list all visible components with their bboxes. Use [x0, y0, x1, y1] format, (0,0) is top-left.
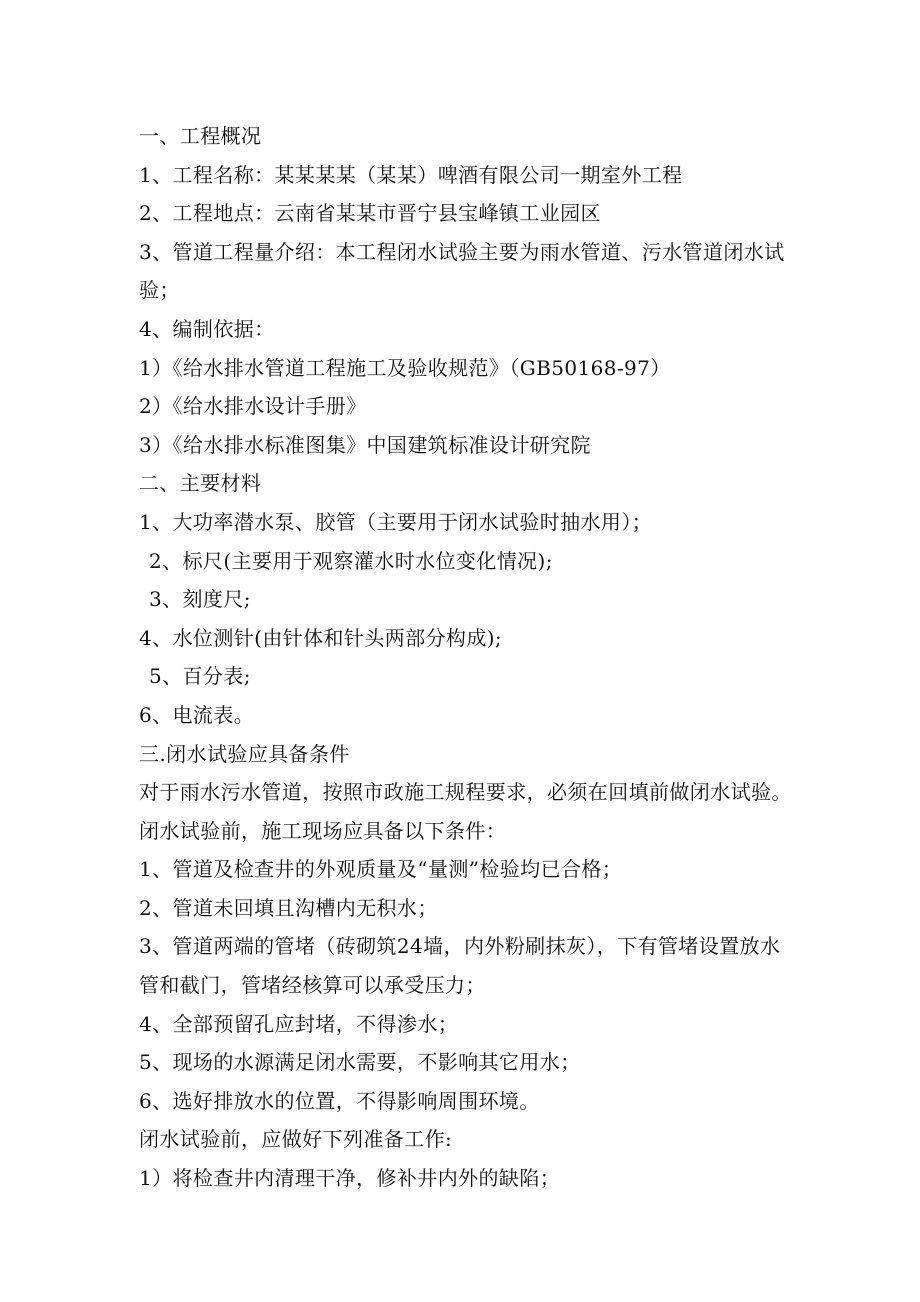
project-name-line: 1、工程名称：某某某某（某某）啤酒有限公司一期室外工程 [139, 162, 683, 187]
condition-item-3: 3、管道两端的管堵（砖砌筑24墙，内外粉刷抹灰），下有管堵设置放水管和截门，管堵经核算可以承受压力； [139, 934, 781, 998]
material-item-2: 2、标尺(主要用于观察灌水时水位变化情况); [149, 548, 553, 573]
condition-item-6: 6、选好排放水的位置，不得影响周围环境。 [139, 1088, 540, 1113]
condition-item-1: 1、管道及检查井的外观质量及“量测”检验均已合格； [139, 857, 623, 882]
preparation-heading-line: 闭水试验前，应做好下列准备工作: [139, 1127, 453, 1152]
condition-item-4: 4、全部预留孔应封堵，不得渗水； [139, 1011, 459, 1036]
material-item-5: 5、百分表; [149, 664, 251, 689]
project-location-line: 2、工程地点：云南省某某市晋宁县宝峰镇工业园区 [139, 201, 601, 226]
conditions-intro-paragraph: 对于雨水污水管道，按照市政施工规程要求，必须在回填前做闭水试验。闭水试验前，施工现场应具备以下条件： [139, 780, 792, 843]
preparation-item-1: 1）将检查井内清理干净，修补井内外的缺陷； [139, 1166, 561, 1191]
material-item-1: 1、大功率潜水泵、胶管（主要用于闭水试验时抽水用）； [139, 509, 653, 534]
section-heading-conditions: 三.闭水试验应具备条件 [139, 741, 350, 766]
section-heading-materials: 二、主要材料 [139, 471, 262, 496]
section-heading-overview: 一、工程概况 [139, 124, 262, 148]
material-item-4: 4、水位测针(由针体和针头两部分构成); [139, 625, 503, 650]
material-item-6: 6、电流表。 [139, 702, 255, 727]
basis-item-2: 2）《给水排水设计手册》 [139, 394, 367, 419]
condition-item-5: 5、现场的水源满足闭水需要，不影响其它用水； [139, 1050, 581, 1075]
material-item-3: 3、刻度尺; [149, 587, 251, 612]
pipeline-quantity-line: 3、管道工程量介绍：本工程闭水试验主要为雨水管道、污水管道闭水试验； [139, 239, 785, 303]
document-body [139, 117, 799, 1198]
basis-heading-line: 4、编制依据： [139, 316, 275, 341]
condition-item-2: 2、管道未回填且沟槽内无积水； [139, 895, 438, 920]
basis-item-1: 1）《给水排水管道工程施工及验收规范》（GB50168-97） [139, 355, 671, 380]
basis-item-3: 3）《给水排水标准图集》中国建筑标准设计研究院 [139, 432, 591, 457]
